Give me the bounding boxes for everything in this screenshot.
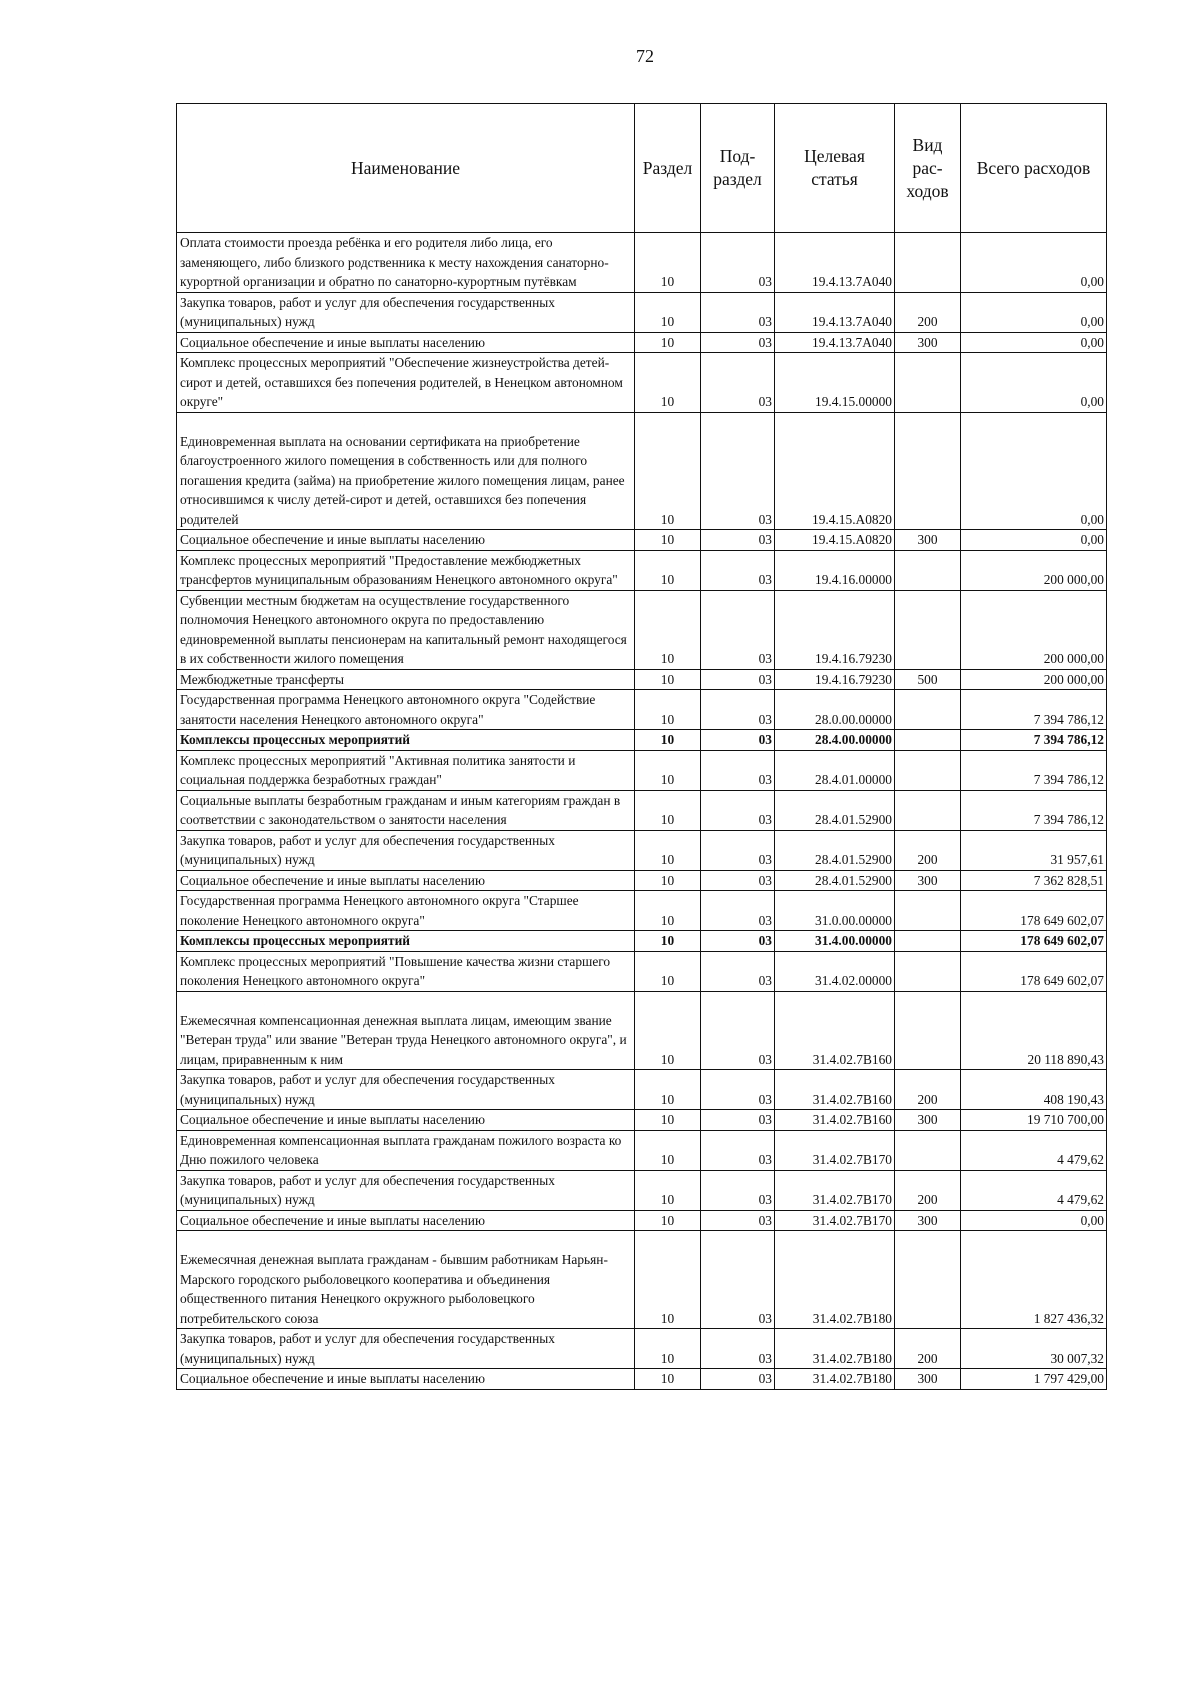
table-row xyxy=(177,669,1107,690)
cell-target: 31.4.02.7В160 xyxy=(775,1110,895,1131)
table-row xyxy=(177,870,1107,891)
cell-total: 30 007,32 xyxy=(961,1329,1107,1369)
cell-target: 31.4.02.7В160 xyxy=(775,991,895,1070)
cell-section: 10 xyxy=(635,931,701,952)
cell-target: 31.4.02.7В170 xyxy=(775,1210,895,1231)
cell-name: Комплекс процессных мероприятий "Активная политика занятости и социальная поддержка безработных граждан" xyxy=(177,750,635,790)
cell-name: Закупка товаров, работ и услуг для обеспечения государственных (муниципальных) нужд xyxy=(177,1329,635,1369)
cell-name: Социальное обеспечение и иные выплаты населению xyxy=(177,1369,635,1390)
cell-total: 20 118 890,43 xyxy=(961,991,1107,1070)
header-total: Всего расходов xyxy=(961,104,1107,233)
table-row xyxy=(177,750,1107,790)
cell-section: 10 xyxy=(635,550,701,590)
cell-name: Межбюджетные трансферты xyxy=(177,669,635,690)
cell-subsection: 03 xyxy=(701,690,775,730)
cell-name: Ежемесячная компенсационная денежная выплата лицам, имеющим звание "Ветеран труда" или звание "Ветеран труда Ненецкого автономного округа", и лицам, приравненным к ним xyxy=(177,991,635,1070)
cell-total: 0,00 xyxy=(961,530,1107,551)
cell-name: Социальное обеспечение и иные выплаты населению xyxy=(177,1110,635,1131)
cell-total: 7 394 786,12 xyxy=(961,750,1107,790)
cell-expense-type xyxy=(895,1130,961,1170)
cell-subsection: 03 xyxy=(701,550,775,590)
cell-total: 0,00 xyxy=(961,292,1107,332)
cell-name: Социальное обеспечение и иные выплаты населению xyxy=(177,332,635,353)
cell-name: Единовременная компенсационная выплата гражданам пожилого возраста ко Дню пожилого человека xyxy=(177,1130,635,1170)
cell-target: 19.4.15.А0820 xyxy=(775,412,895,530)
cell-expense-type xyxy=(895,690,961,730)
cell-expense-type: 300 xyxy=(895,1369,961,1390)
cell-target: 28.4.01.52900 xyxy=(775,830,895,870)
cell-name: Субвенции местным бюджетам на осуществление государственного полномочия Ненецкого автономного округа по предоставлению единовременной выплаты пенсионерам на капитальный ремонт находящегося в их собственности жилого помещения xyxy=(177,590,635,669)
cell-name: Социальное обеспечение и иные выплаты населению xyxy=(177,530,635,551)
cell-section: 10 xyxy=(635,669,701,690)
cell-target: 31.4.02.00000 xyxy=(775,951,895,991)
cell-target: 19.4.15.А0820 xyxy=(775,530,895,551)
cell-target: 19.4.13.7А040 xyxy=(775,233,895,293)
cell-target: 31.0.00.00000 xyxy=(775,891,895,931)
cell-total: 0,00 xyxy=(961,1210,1107,1231)
cell-expense-type: 300 xyxy=(895,1210,961,1231)
cell-expense-type xyxy=(895,590,961,669)
cell-target: 31.4.02.7В180 xyxy=(775,1329,895,1369)
cell-expense-type xyxy=(895,750,961,790)
table-row xyxy=(177,830,1107,870)
table-row xyxy=(177,1329,1107,1369)
cell-subsection: 03 xyxy=(701,1329,775,1369)
cell-expense-type: 200 xyxy=(895,292,961,332)
cell-subsection: 03 xyxy=(701,891,775,931)
cell-name: Закупка товаров, работ и услуг для обеспечения государственных (муниципальных) нужд xyxy=(177,292,635,332)
page-number: 72 xyxy=(636,46,654,66)
cell-name: Ежемесячная денежная выплата гражданам - бывшим работникам Нарьян-Марского городского рыболовецкого кооператива и объединения общественного питания Ненецкого окружного рыболовецкого потребительского союза xyxy=(177,1231,635,1329)
cell-subsection: 03 xyxy=(701,931,775,952)
header-name: Наименование xyxy=(177,104,635,233)
table-row xyxy=(177,292,1107,332)
cell-subsection: 03 xyxy=(701,991,775,1070)
cell-subsection: 03 xyxy=(701,353,775,413)
cell-section: 10 xyxy=(635,1210,701,1231)
cell-total: 1 797 429,00 xyxy=(961,1369,1107,1390)
cell-name: Комплексы процессных мероприятий xyxy=(177,730,635,751)
table-body xyxy=(177,233,1107,1390)
table-row xyxy=(177,590,1107,669)
cell-subsection: 03 xyxy=(701,1170,775,1210)
cell-expense-type xyxy=(895,550,961,590)
cell-target: 31.4.02.7В160 xyxy=(775,1070,895,1110)
table-row xyxy=(177,412,1107,530)
cell-expense-type xyxy=(895,931,961,952)
cell-target: 31.4.02.7В180 xyxy=(775,1231,895,1329)
cell-section: 10 xyxy=(635,412,701,530)
cell-name: Комплексы процессных мероприятий xyxy=(177,931,635,952)
cell-subsection: 03 xyxy=(701,1210,775,1231)
cell-expense-type: 200 xyxy=(895,1170,961,1210)
cell-name: Социальное обеспечение и иные выплаты населению xyxy=(177,1210,635,1231)
table-row xyxy=(177,690,1107,730)
cell-total: 7 394 786,12 xyxy=(961,690,1107,730)
cell-target: 19.4.13.7А040 xyxy=(775,332,895,353)
cell-total: 19 710 700,00 xyxy=(961,1110,1107,1131)
table-row xyxy=(177,550,1107,590)
cell-expense-type xyxy=(895,233,961,293)
cell-section: 10 xyxy=(635,1170,701,1210)
cell-total: 7 394 786,12 xyxy=(961,790,1107,830)
table-row xyxy=(177,530,1107,551)
table-row xyxy=(177,1210,1107,1231)
cell-name: Закупка товаров, работ и услуг для обеспечения государственных (муниципальных) нужд xyxy=(177,1170,635,1210)
table-row xyxy=(177,931,1107,952)
header-target: Целевая статья xyxy=(775,104,895,233)
cell-section: 10 xyxy=(635,353,701,413)
cell-expense-type xyxy=(895,353,961,413)
cell-expense-type xyxy=(895,730,961,751)
cell-target: 31.4.02.7В170 xyxy=(775,1130,895,1170)
cell-subsection: 03 xyxy=(701,730,775,751)
cell-total: 0,00 xyxy=(961,233,1107,293)
cell-subsection: 03 xyxy=(701,233,775,293)
cell-expense-type xyxy=(895,790,961,830)
table-header-row xyxy=(177,104,1107,233)
cell-total: 178 649 602,07 xyxy=(961,951,1107,991)
cell-name: Закупка товаров, работ и услуг для обеспечения государственных (муниципальных) нужд xyxy=(177,830,635,870)
cell-total: 1 827 436,32 xyxy=(961,1231,1107,1329)
cell-subsection: 03 xyxy=(701,951,775,991)
cell-subsection: 03 xyxy=(701,530,775,551)
cell-total: 0,00 xyxy=(961,353,1107,413)
cell-section: 10 xyxy=(635,590,701,669)
cell-total: 200 000,00 xyxy=(961,590,1107,669)
header-subsection: Под- раздел xyxy=(701,104,775,233)
table-row xyxy=(177,1369,1107,1390)
table-row xyxy=(177,353,1107,413)
cell-expense-type: 300 xyxy=(895,1110,961,1131)
cell-subsection: 03 xyxy=(701,1070,775,1110)
header-section: Раздел xyxy=(635,104,701,233)
cell-section: 10 xyxy=(635,530,701,551)
cell-expense-type xyxy=(895,412,961,530)
table-row xyxy=(177,951,1107,991)
cell-section: 10 xyxy=(635,1130,701,1170)
cell-target: 19.4.16.00000 xyxy=(775,550,895,590)
cell-subsection: 03 xyxy=(701,790,775,830)
table-row xyxy=(177,1130,1107,1170)
cell-target: 31.4.02.7В170 xyxy=(775,1170,895,1210)
expenditure-table xyxy=(176,103,1107,1390)
cell-subsection: 03 xyxy=(701,292,775,332)
table-row xyxy=(177,332,1107,353)
cell-subsection: 03 xyxy=(701,669,775,690)
cell-total: 31 957,61 xyxy=(961,830,1107,870)
cell-target: 19.4.13.7А040 xyxy=(775,292,895,332)
cell-section: 10 xyxy=(635,870,701,891)
cell-subsection: 03 xyxy=(701,590,775,669)
cell-target: 28.4.01.52900 xyxy=(775,870,895,891)
cell-section: 10 xyxy=(635,690,701,730)
cell-section: 10 xyxy=(635,1231,701,1329)
cell-expense-type xyxy=(895,951,961,991)
cell-subsection: 03 xyxy=(701,1130,775,1170)
cell-name: Комплекс процессных мероприятий "Повышение качества жизни старшего поколения Ненецкого автономного округа" xyxy=(177,951,635,991)
cell-section: 10 xyxy=(635,951,701,991)
table-row xyxy=(177,891,1107,931)
cell-target: 31.4.00.00000 xyxy=(775,931,895,952)
table-row xyxy=(177,991,1107,1070)
cell-expense-type: 200 xyxy=(895,830,961,870)
cell-total: 7 394 786,12 xyxy=(961,730,1107,751)
table-row xyxy=(177,1070,1107,1110)
table-row xyxy=(177,1170,1107,1210)
cell-total: 178 649 602,07 xyxy=(961,931,1107,952)
cell-target: 19.4.15.00000 xyxy=(775,353,895,413)
cell-expense-type xyxy=(895,891,961,931)
cell-section: 10 xyxy=(635,730,701,751)
cell-section: 10 xyxy=(635,292,701,332)
cell-total: 4 479,62 xyxy=(961,1170,1107,1210)
cell-total: 0,00 xyxy=(961,412,1107,530)
cell-name: Комплекс процессных мероприятий "Предоставление межбюджетных трансфертов муниципальным образованиям Ненецкого автономного округа" xyxy=(177,550,635,590)
cell-expense-type: 200 xyxy=(895,1070,961,1110)
cell-total: 0,00 xyxy=(961,332,1107,353)
cell-subsection: 03 xyxy=(701,412,775,530)
cell-target: 19.4.16.79230 xyxy=(775,669,895,690)
cell-section: 10 xyxy=(635,1329,701,1369)
cell-subsection: 03 xyxy=(701,332,775,353)
cell-total: 178 649 602,07 xyxy=(961,891,1107,931)
cell-name: Оплата стоимости проезда ребёнка и его родителя либо лица, его заменяющего, либо близкого родственника к месту нахождения санаторно-курортной организации и обратно по санаторно-курортным путёвкам xyxy=(177,233,635,293)
cell-subsection: 03 xyxy=(701,1231,775,1329)
cell-expense-type xyxy=(895,991,961,1070)
cell-subsection: 03 xyxy=(701,870,775,891)
cell-expense-type: 500 xyxy=(895,669,961,690)
cell-name: Закупка товаров, работ и услуг для обеспечения государственных (муниципальных) нужд xyxy=(177,1070,635,1110)
cell-section: 10 xyxy=(635,830,701,870)
table-row xyxy=(177,1231,1107,1329)
cell-subsection: 03 xyxy=(701,750,775,790)
cell-expense-type xyxy=(895,1231,961,1329)
cell-total: 7 362 828,51 xyxy=(961,870,1107,891)
cell-expense-type: 200 xyxy=(895,1329,961,1369)
table-row xyxy=(177,233,1107,293)
cell-target: 31.4.02.7В180 xyxy=(775,1369,895,1390)
cell-name: Комплекс процессных мероприятий "Обеспечение жизнеустройства детей-сирот и детей, оставшихся без попечения родителей, в Ненецком автономном округе" xyxy=(177,353,635,413)
table-row xyxy=(177,730,1107,751)
cell-name: Государственная программа Ненецкого автономного округа "Содействие занятости населения Ненецкого автономного округа" xyxy=(177,690,635,730)
cell-section: 10 xyxy=(635,1369,701,1390)
cell-name: Единовременная выплата на основании сертификата на приобретение благоустроенного жилого помещения в собственность или для полного погашения кредита (займа) на приобретение жилого помещения лицам, ранее относившимся к числу детей-сирот и детей, оставшихся без попечения родителей xyxy=(177,412,635,530)
cell-section: 10 xyxy=(635,233,701,293)
cell-name: Социальное обеспечение и иные выплаты населению xyxy=(177,870,635,891)
cell-target: 28.4.00.00000 xyxy=(775,730,895,751)
table-row xyxy=(177,1110,1107,1131)
header-expense-type: Вид рас- ходов xyxy=(895,104,961,233)
cell-subsection: 03 xyxy=(701,1110,775,1131)
cell-expense-type: 300 xyxy=(895,870,961,891)
cell-expense-type: 300 xyxy=(895,530,961,551)
cell-section: 10 xyxy=(635,790,701,830)
cell-target: 19.4.16.79230 xyxy=(775,590,895,669)
cell-total: 408 190,43 xyxy=(961,1070,1107,1110)
cell-target: 28.0.00.00000 xyxy=(775,690,895,730)
cell-section: 10 xyxy=(635,991,701,1070)
cell-expense-type: 300 xyxy=(895,332,961,353)
cell-target: 28.4.01.00000 xyxy=(775,750,895,790)
cell-total: 4 479,62 xyxy=(961,1130,1107,1170)
cell-section: 10 xyxy=(635,1110,701,1131)
cell-target: 28.4.01.52900 xyxy=(775,790,895,830)
cell-name: Государственная программа Ненецкого автономного округа "Старшее поколение Ненецкого автономного округа" xyxy=(177,891,635,931)
cell-section: 10 xyxy=(635,750,701,790)
cell-subsection: 03 xyxy=(701,830,775,870)
cell-name: Социальные выплаты безработным гражданам и иным категориям граждан в соответствии с законодательством о занятости населения xyxy=(177,790,635,830)
table-row xyxy=(177,790,1107,830)
cell-section: 10 xyxy=(635,332,701,353)
cell-section: 10 xyxy=(635,1070,701,1110)
cell-subsection: 03 xyxy=(701,1369,775,1390)
cell-total: 200 000,00 xyxy=(961,669,1107,690)
cell-section: 10 xyxy=(635,891,701,931)
cell-total: 200 000,00 xyxy=(961,550,1107,590)
